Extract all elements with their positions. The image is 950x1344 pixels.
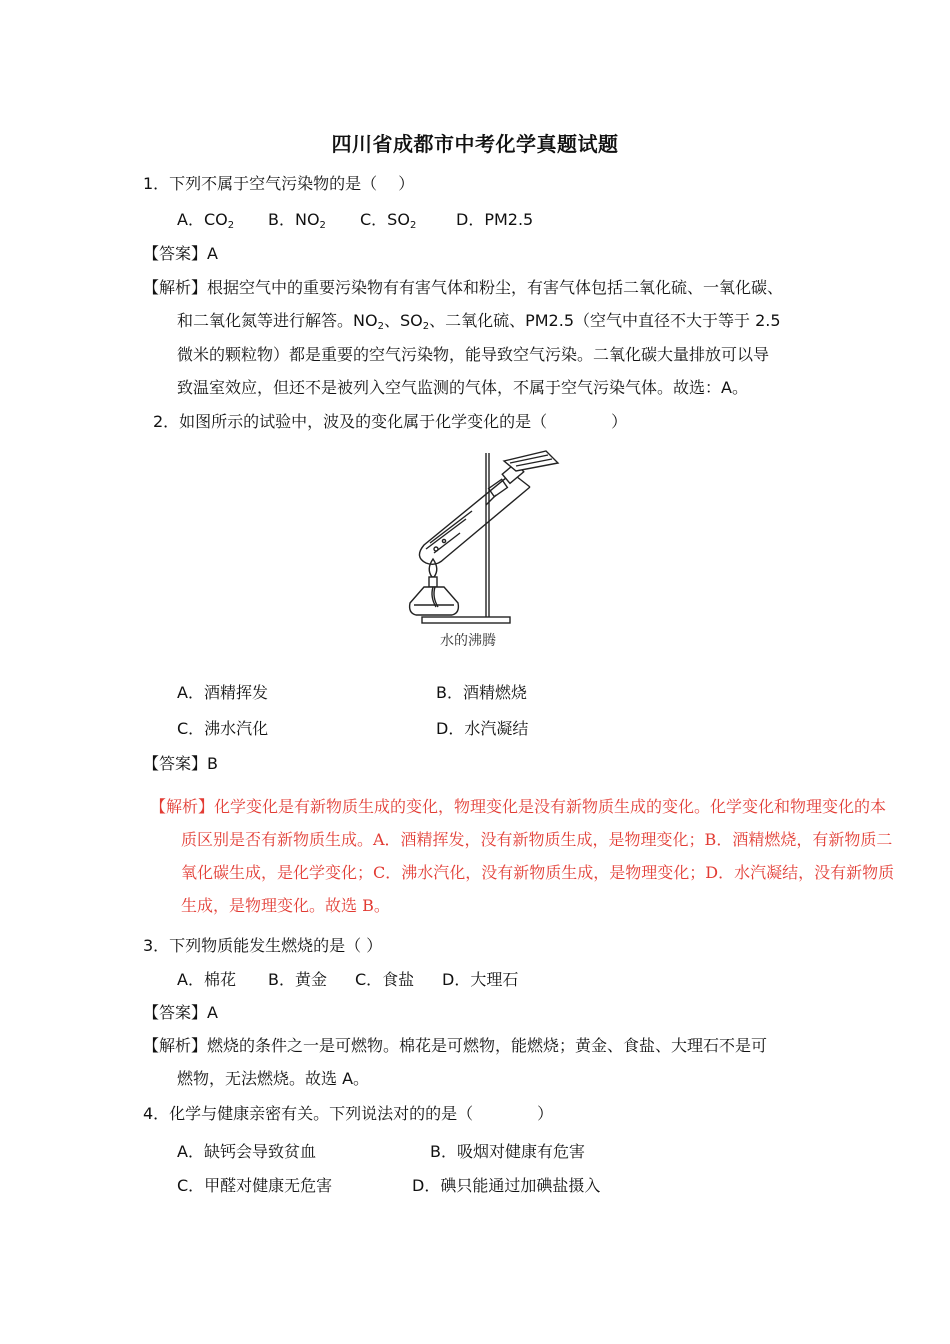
q2-option-d: D．水汽凝结 (436, 719, 529, 738)
q1-option-a: A．$CO_2$ (177, 210, 235, 231)
q3-answer: 【答案】A (143, 1003, 218, 1022)
q4-option-c: C．甲醛对健康无危害 (177, 1176, 333, 1195)
q3-option-d: D．大理石 (442, 970, 519, 989)
page-title: 四川省成都市中考化学真题试题 (331, 132, 619, 156)
q2-analysis-line-2: 质区别是否有新物质生成。A．酒精挥发，没有新物质生成，是物理变化；B．酒精燃烧，有新物质二 (181, 830, 893, 849)
q1-analysis-line-3: 微米的颗粒物）都是重要的空气污染物，能导致空气污染。二氧化碳大量排放可以导 (177, 345, 770, 364)
q3-option-a: A．棉花 (177, 970, 236, 989)
q3-option-b: B．黄金 (268, 970, 327, 989)
q1-analysis-line-1: 【解析】根据空气中的重要污染物有有害气体和粉尘，有害气体包括二氧化硫、一氧化碳、 (143, 278, 784, 297)
q1-option-c: C．$SO_2$ (360, 210, 417, 231)
q2-option-a: A．酒精挥发 (177, 683, 268, 702)
q3-analysis-line-1: 【解析】燃烧的条件之一是可燃物。棉花是可燃物，能燃烧；黄金、食盐、大理石不是可 (143, 1036, 768, 1055)
analysis-label: 【解析】 (143, 278, 208, 297)
q2-analysis-line-1: 【解析】化学变化是有新物质生成的变化，物理变化是没有新物质生成的变化。化学变化和物理变化的本 (150, 797, 887, 816)
q1-analysis-line-4: 致温室效应，但还不是被列入空气监测的气体，不属于空气污染气体。故选：A。 (177, 378, 748, 397)
q2-analysis-line-4: 生成，是物理变化。故选 B。 (181, 896, 390, 915)
answer-label: 【答案】 (143, 244, 208, 263)
question-2-stem: 2．如图所示的试验中，波及的变化属于化学变化的是（ ） (153, 412, 628, 431)
q4-option-b: B．吸烟对健康有危害 (430, 1142, 585, 1161)
q3-option-c: C．食盐 (355, 970, 415, 989)
q1-option-d: D．PM2.5 (456, 210, 534, 229)
q4-option-a: A．缺钙会导致贫血 (177, 1142, 316, 1161)
question-4-stem: 4．化学与健康亲密有关。下列说法对的的是（ ） (143, 1104, 554, 1123)
q2-analysis-line-3: 氧化碳生成，是化学变化；C．沸水汽化，没有新物质生成，是物理变化；D．水汽凝结，没有新物质 (181, 863, 895, 882)
boiling-apparatus-figure (400, 445, 565, 630)
question-1-stem: 1．下列不属于空气污染物的是（ ） (143, 174, 415, 193)
question-3-stem: 3．下列物质能发生燃烧的是（ ） (143, 936, 383, 955)
q2-answer: 【答案】B (143, 754, 218, 773)
q2-option-b: B．酒精燃烧 (436, 683, 527, 702)
figure-caption: 水的沸腾 (440, 633, 496, 649)
q1-analysis-line-2: 和二氧化氮等进行解答。$NO_2$、$SO_2$、二氧化硫、PM2.5（空气中直径不大于等于 2.5 (177, 311, 781, 332)
q1-option-b: B．$NO_2$ (268, 210, 326, 231)
q1-answer: 【答案】A (143, 244, 218, 263)
q4-option-d: D．碘只能通过加碘盐摄入 (412, 1176, 601, 1195)
q3-analysis-line-2: 燃物，无法燃烧。故选 A。 (177, 1069, 370, 1088)
q2-option-c: C．沸水汽化 (177, 719, 269, 738)
